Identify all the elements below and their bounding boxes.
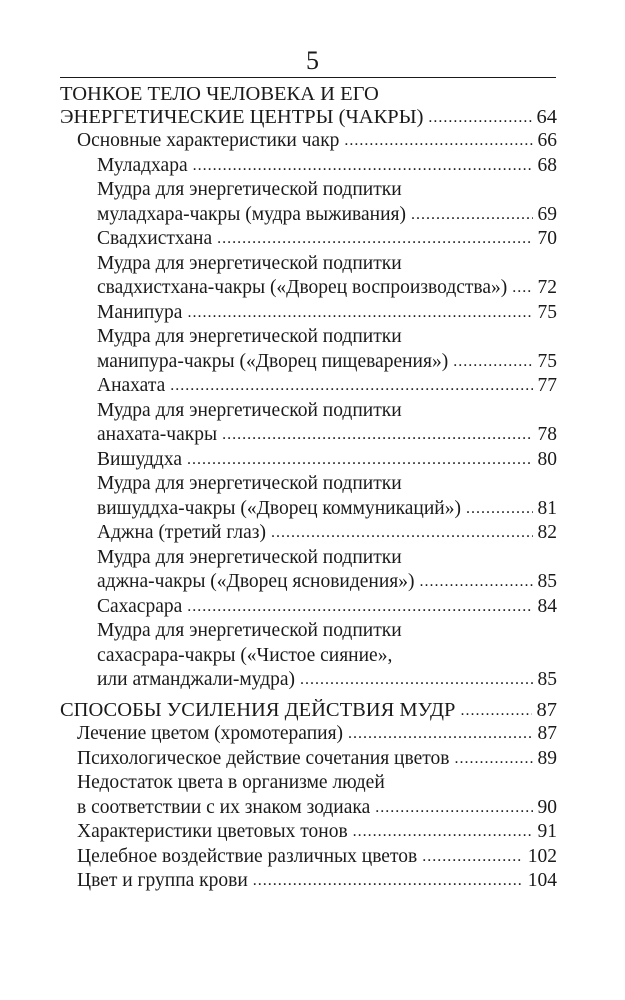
toc-line: [97, 325, 557, 350]
dot-leader: [271, 524, 533, 542]
toc-line: [60, 106, 557, 129]
toc-entry: [60, 771, 557, 820]
toc-entry: [60, 845, 557, 870]
toc-line: [97, 546, 557, 571]
toc-entry: [60, 747, 557, 772]
dot-leader: [348, 725, 532, 743]
dot-leader: [453, 353, 532, 371]
toc-entry-title: Мудра для энергетической подпитки: [97, 179, 402, 200]
toc-line: [77, 820, 557, 845]
toc-entry-title: Свадхистхана: [97, 228, 213, 249]
toc-entry: [60, 448, 557, 473]
toc-line: [97, 570, 557, 595]
toc-entry-title: анахата-чакры: [97, 424, 218, 445]
toc-entry: [60, 301, 557, 326]
toc-entry-title: Мудра для энергетической подпитки: [97, 399, 402, 421]
toc-section: [60, 83, 557, 128]
toc-entry: [60, 399, 557, 448]
toc-line: [77, 747, 557, 772]
toc-line: [77, 771, 557, 796]
toc-line: [97, 619, 557, 644]
toc-line: [97, 154, 557, 179]
toc-page-number: 82: [537, 522, 557, 543]
toc-entry: [60, 252, 557, 301]
toc-page-number: 102: [527, 845, 557, 867]
toc-line: [97, 497, 557, 522]
dot-leader: [411, 206, 533, 224]
toc-line: [97, 595, 557, 620]
toc-page-number: 78: [537, 424, 557, 445]
toc-line: [77, 129, 557, 154]
toc-entry-title: Вишуддха: [97, 448, 182, 470]
toc-entry-title: Мудра для энергетической подпитки: [97, 473, 402, 494]
toc-line: [97, 472, 557, 497]
page-number: 5: [306, 46, 319, 75]
toc-entry: [60, 722, 557, 747]
toc-page-number: 72: [537, 277, 557, 298]
toc-entry: [60, 521, 557, 546]
dot-leader: [300, 671, 532, 689]
toc-entry: [60, 325, 557, 374]
toc-line: [77, 869, 557, 894]
toc-entry-title: Характеристики цветовых тонов: [77, 821, 348, 842]
toc-entry-title: Цвет и группа крови: [77, 870, 248, 891]
toc-line: [97, 668, 557, 693]
toc-line: [97, 203, 557, 228]
toc-entry-title: Манипура: [97, 301, 183, 323]
toc-page-number: 87: [537, 723, 557, 744]
toc-entry-title: Целебное воздействие различных цветов: [77, 845, 418, 867]
toc-entry: [60, 820, 557, 845]
toc-entry-title: Лечение цветом (хромотерапия): [77, 723, 344, 744]
toc-page-number: 104: [527, 870, 557, 891]
toc-page-number: 68: [537, 154, 557, 176]
dot-leader: [353, 823, 533, 841]
dot-leader: [512, 279, 532, 297]
toc-entry-title: Мудра для энергетической подпитки: [97, 620, 402, 641]
toc-line: [97, 399, 557, 424]
toc-page-number: 85: [537, 571, 557, 592]
dot-leader: [217, 230, 532, 248]
toc-page-number: 70: [537, 228, 557, 249]
toc-entry: [60, 472, 557, 521]
dot-leader: [187, 598, 532, 616]
toc-entry-title: Мудра для энергетической подпитки: [97, 546, 402, 568]
toc-line: [97, 448, 557, 473]
toc-entry-title: свадхистхана-чакры («Дворец воспроизводства»): [97, 277, 508, 298]
toc-entry: [60, 546, 557, 595]
toc-entry-title: вишуддха-чакры («Дворец коммуникаций»): [97, 497, 461, 519]
dot-leader: [375, 799, 532, 817]
dot-leader: [422, 848, 523, 866]
toc-entry: [60, 595, 557, 620]
dot-leader: [193, 157, 533, 175]
toc-page-number: 75: [537, 301, 557, 323]
toc-line: [97, 227, 557, 252]
toc-line: [97, 350, 557, 375]
dot-leader: [420, 573, 533, 591]
toc-entry: [60, 374, 557, 399]
toc-entry-title: Аджна (третий глаз): [97, 522, 266, 543]
toc-line: [60, 699, 557, 722]
toc-entry-title: муладхара-чакры (мудра выживания): [97, 203, 406, 225]
toc-entry-title: сахасрара-чакры («Чистое сияние»,: [97, 644, 393, 666]
toc-line: [77, 845, 557, 870]
dot-leader: [428, 109, 531, 127]
dot-leader: [344, 132, 532, 150]
toc-entry-title: Мудра для энергетической подпитки: [97, 326, 402, 347]
toc-page-number: 81: [537, 497, 557, 519]
toc-page-number: 85: [537, 669, 557, 690]
dot-leader: [253, 872, 523, 890]
toc-entry: [60, 869, 557, 894]
toc-entry-title: Основные характеристики чакр: [77, 130, 340, 151]
header-rule: [60, 77, 556, 78]
dot-leader: [454, 750, 532, 768]
toc-line: [97, 423, 557, 448]
dot-leader: [466, 500, 533, 518]
toc-page-number: 80: [537, 448, 557, 470]
dot-leader: [187, 451, 533, 469]
toc-section: [60, 699, 557, 722]
toc-line: [77, 796, 557, 821]
toc-entry-title: Мудра для энергетической подпитки: [97, 252, 402, 274]
toc-line: [97, 276, 557, 301]
toc-page-number: 75: [537, 350, 557, 372]
dot-leader: [222, 426, 532, 444]
table-of-contents: [60, 83, 557, 894]
toc-line: [77, 722, 557, 747]
toc-entry: [60, 619, 557, 693]
toc-entry-title: в соответствии с их знаком зодиака: [77, 796, 371, 818]
toc-entry: [60, 129, 557, 154]
toc-page-number: 69: [537, 203, 557, 225]
toc-line: [97, 374, 557, 399]
toc-line: [97, 521, 557, 546]
toc-page-number: 90: [537, 796, 557, 818]
toc-page-number: 66: [537, 130, 557, 151]
toc-entry-title: Муладхара: [97, 154, 188, 176]
toc-line: [97, 301, 557, 326]
toc-entry: [60, 178, 557, 227]
toc-entry-title: ТОНКОЕ ТЕЛО ЧЕЛОВЕКА И ЕГО: [60, 83, 379, 105]
toc-line: [60, 83, 557, 106]
toc-page-number: 89: [537, 747, 557, 769]
dot-leader: [170, 377, 532, 395]
toc-page-number: 91: [537, 821, 557, 842]
toc-entry-title: ЭНЕРГЕТИЧЕСКИЕ ЦЕНТРЫ (ЧАКРЫ): [60, 105, 424, 128]
toc-page-number: 64: [536, 105, 557, 128]
toc-line: [97, 644, 557, 669]
toc-entry-title: Сахасрара: [97, 595, 183, 617]
toc-line: [97, 178, 557, 203]
dot-leader: [460, 702, 531, 720]
toc-page-number: 87: [536, 698, 557, 721]
toc-entry: [60, 227, 557, 252]
toc-entry-title: или атманджали-мудра): [97, 669, 296, 690]
toc-entry-title: аджна-чакры («Дворец ясновидения»): [97, 571, 415, 592]
toc-page-number: 84: [537, 595, 557, 617]
toc-entry: [60, 154, 557, 179]
toc-entry-title: СПОСОБЫ УСИЛЕНИЯ ДЕЙСТВИЯ МУДР: [60, 698, 456, 721]
toc-entry-title: манипура-чакры («Дворец пищеварения»): [97, 350, 449, 372]
dot-leader: [187, 304, 532, 322]
toc-entry-title: Недостаток цвета в организме людей: [77, 772, 385, 793]
toc-entry-title: Психологическое действие сочетания цветов: [77, 747, 450, 769]
toc-line: [97, 252, 557, 277]
toc-page-number: 77: [537, 375, 557, 396]
toc-entry-title: Анахата: [97, 375, 166, 396]
